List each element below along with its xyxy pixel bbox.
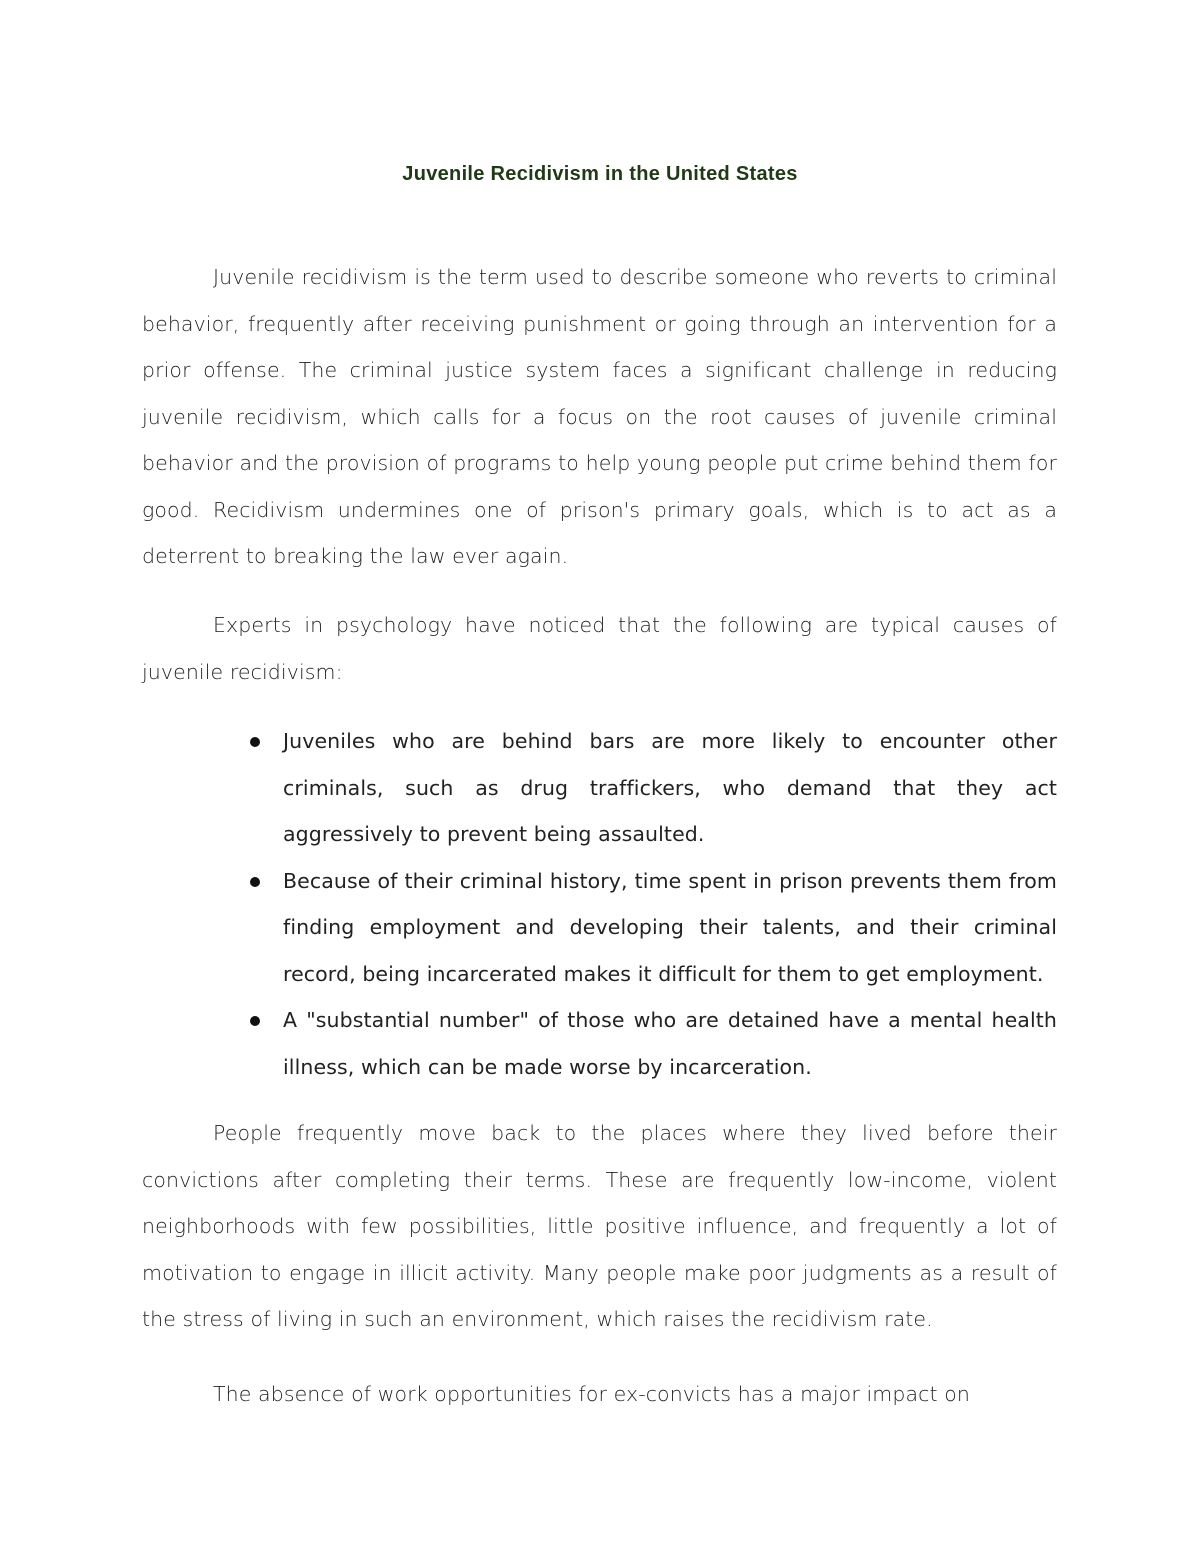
- paragraph-work-opportunities: [142, 1371, 1057, 1418]
- paragraph-text: Experts in psychology have noticed that the following are typical causes of juvenile recidivism:: [142, 613, 1057, 684]
- paragraph-text: The absence of work opportunities for ex-convicts has a major impact on: [213, 1382, 970, 1406]
- page-title: Juvenile Recidivism in the United States: [402, 163, 798, 185]
- list-item-text: Juveniles who are behind bars are more likely to encounter other criminals, such as drug traffickers, who demand that they act aggressively to prevent being assaulted.: [283, 729, 1057, 846]
- causes-bullet-list: [142, 718, 1057, 1090]
- paragraph-causes-intro: [142, 602, 1057, 695]
- list-item: [142, 858, 1057, 998]
- bullet-icon: [250, 1016, 260, 1026]
- paragraph-neighborhoods: [142, 1110, 1057, 1343]
- list-item: [142, 718, 1057, 858]
- paragraph-introduction: [142, 254, 1057, 580]
- list-item: [142, 997, 1057, 1090]
- list-item-text: Because of their criminal history, time spent in prison prevents them from finding employment and developing their talents, and their criminal record, being incarcerated makes it difficult for them to get employment.: [283, 868, 1057, 986]
- paragraph-text: People frequently move back to the places where they lived before their convictions after completing their terms. These are frequently low-income, violent neighborhoods with few possibilities, little positive influence, and frequently a lot of motivation to engage in illicit activity. Many people make poor judgments as a result of the stress of living in such an environment, which raises the recidivism rate.: [142, 1121, 1057, 1331]
- paragraph-text: Juvenile recidivism is the term used to describe someone who reverts to criminal behavior, frequently after receiving punishment or going through an intervention for a prior offense. The criminal justice system faces a significant challenge in reducing juvenile recidivism, which calls for a focus on the root causes of juvenile criminal behavior and the provision of programs to help young people put crime behind them for good. Recidivism undermines one of prison's primary goals, which is to act as a deterrent to breaking the law ever again.: [142, 265, 1057, 568]
- bullet-icon: [250, 737, 260, 747]
- bullet-icon: [250, 877, 260, 887]
- list-item-text: A "substantial number" of those who are detained have a mental health illness, which can be made worse by incarceration.: [283, 1008, 1057, 1079]
